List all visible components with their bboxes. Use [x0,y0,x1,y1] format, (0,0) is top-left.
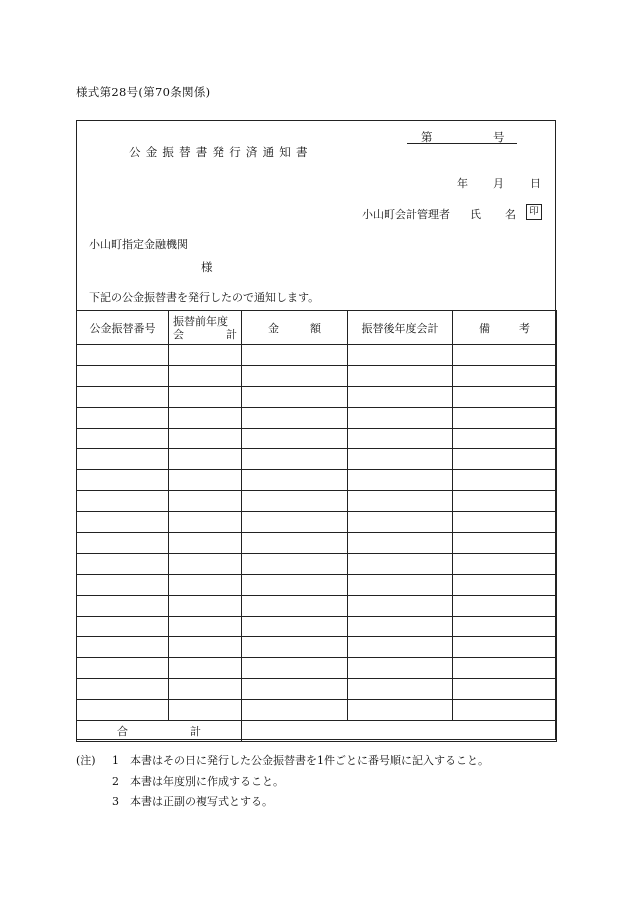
cell-prior-year-account[interactable] [169,700,242,721]
header-post-year-account: 振替後年度会計 [348,311,453,345]
cell-prior-year-account[interactable] [169,407,242,428]
cell-prior-year-account[interactable] [169,365,242,386]
number-suffix: 号 [493,130,505,144]
document-title: 公金振替書発行済通知書 [129,145,313,159]
cell-amount[interactable] [242,491,348,512]
cell-remarks[interactable] [453,553,557,574]
table-row [77,553,557,574]
cell-post-year-account[interactable] [348,512,453,533]
cell-prior-year-account[interactable] [169,679,242,700]
notice-form-frame [76,120,556,740]
table-row [77,365,557,386]
cell-transfer-number[interactable] [77,386,169,407]
cell-prior-year-account[interactable] [169,470,242,491]
table-row [77,407,557,428]
cell-post-year-account[interactable] [348,679,453,700]
cell-transfer-number[interactable] [77,595,169,616]
cell-remarks[interactable] [453,595,557,616]
cell-amount[interactable] [242,512,348,533]
cell-transfer-number[interactable] [77,428,169,449]
cell-transfer-number[interactable] [77,407,169,428]
table-header-row [77,311,557,345]
table-row [77,512,557,533]
cell-amount[interactable] [242,533,348,554]
notes-mark: (注) [76,754,96,767]
cell-amount[interactable] [242,386,348,407]
signer-name-label-2: 名 [505,208,516,221]
header-transfer-number: 公金振替番号 [77,311,169,345]
cell-post-year-account[interactable] [348,700,453,721]
cell-transfer-number[interactable] [77,700,169,721]
cell-prior-year-account[interactable] [169,574,242,595]
cell-remarks[interactable] [453,365,557,386]
cell-amount[interactable] [242,553,348,574]
cell-post-year-account[interactable] [348,658,453,679]
cell-post-year-account[interactable] [348,365,453,386]
cell-remarks[interactable] [453,512,557,533]
cell-prior-year-account[interactable] [169,491,242,512]
cell-remarks[interactable] [453,658,557,679]
notice-text: 下記の公金振替書を発行したので通知します。 [89,291,320,304]
total-label: 合 計 [77,721,242,742]
cell-remarks[interactable] [453,574,557,595]
table-row [77,449,557,470]
cell-amount[interactable] [242,595,348,616]
cell-prior-year-account[interactable] [169,533,242,554]
cell-prior-year-account[interactable] [169,658,242,679]
note-text: 本書はその日に発行した公金振替書を1件ごとに番号順に記入すること。 [130,754,489,767]
cell-post-year-account[interactable] [348,637,453,658]
cell-transfer-number[interactable] [77,365,169,386]
header-remarks: 備 考 [453,311,557,345]
cell-amount[interactable] [242,449,348,470]
note-number: 3 [112,795,119,808]
signer-line [362,206,539,222]
cell-prior-year-account[interactable] [169,553,242,574]
cell-post-year-account[interactable] [348,574,453,595]
cell-amount[interactable] [242,428,348,449]
cell-post-year-account[interactable] [348,533,453,554]
cell-amount[interactable] [242,700,348,721]
table-row [77,386,557,407]
cell-remarks[interactable] [453,616,557,637]
cell-transfer-number[interactable] [77,512,169,533]
cell-remarks[interactable] [453,345,557,366]
table-row [77,658,557,679]
cell-prior-year-account[interactable] [169,449,242,470]
cell-remarks[interactable] [453,470,557,491]
total-row [77,721,557,742]
cell-remarks[interactable] [453,679,557,700]
table-row [77,595,557,616]
cell-amount[interactable] [242,574,348,595]
honorific: 様 [201,260,213,274]
cell-transfer-number[interactable] [77,616,169,637]
cell-amount[interactable] [242,658,348,679]
table-row [77,345,557,366]
note-text: 本書は年度別に作成すること。 [130,774,284,788]
cell-prior-year-account[interactable] [169,637,242,658]
cell-transfer-number[interactable] [77,449,169,470]
table-row [77,616,557,637]
cell-transfer-number[interactable] [77,470,169,491]
cell-post-year-account[interactable] [348,345,453,366]
table-row [77,428,557,449]
cell-amount[interactable] [242,616,348,637]
signer-name-label-1: 氏 [470,208,481,221]
signer-office: 小山町会計管理者 [362,208,450,221]
note-text: 本書は正副の複写式とする。 [130,795,273,808]
table-row [77,700,557,721]
cell-amount[interactable] [242,345,348,366]
number-prefix: 第 [421,130,433,144]
cell-post-year-account[interactable] [348,449,453,470]
cell-prior-year-account[interactable] [169,428,242,449]
addressee: 小山町指定金融機関 [89,238,188,251]
cell-transfer-number[interactable] [77,553,169,574]
total-value[interactable] [242,721,557,742]
table-row [77,470,557,491]
cell-remarks[interactable] [453,407,557,428]
cell-amount[interactable] [242,365,348,386]
cell-remarks[interactable] [453,449,557,470]
cell-remarks[interactable] [453,491,557,512]
cell-remarks[interactable] [453,386,557,407]
cell-post-year-account[interactable] [348,407,453,428]
date-month-label: 月 [493,177,504,190]
cell-post-year-account[interactable] [348,386,453,407]
cell-amount[interactable] [242,470,348,491]
table-row [77,679,557,700]
cell-remarks[interactable] [453,428,557,449]
date-year-label: 年 [457,177,468,190]
cell-prior-year-account[interactable] [169,386,242,407]
form-reference: 様式第28号(第70条関係) [76,85,211,99]
cell-amount[interactable] [242,637,348,658]
cell-post-year-account[interactable] [348,428,453,449]
table-row [77,491,557,512]
cell-transfer-number[interactable] [77,679,169,700]
cell-transfer-number[interactable] [77,533,169,554]
cell-post-year-account[interactable] [348,595,453,616]
cell-prior-year-account[interactable] [169,595,242,616]
cell-amount[interactable] [242,679,348,700]
seal-mark: 印 [526,204,542,220]
cell-transfer-number[interactable] [77,491,169,512]
cell-post-year-account[interactable] [348,491,453,512]
cell-prior-year-account[interactable] [169,616,242,637]
transfer-table [76,310,557,742]
header-amount: 金 額 [242,311,348,345]
cell-transfer-number[interactable] [77,658,169,679]
cell-transfer-number[interactable] [77,574,169,595]
cell-transfer-number[interactable] [77,637,169,658]
document-number-line[interactable] [407,129,517,144]
note-number: 1 [112,754,119,767]
cell-prior-year-account[interactable] [169,512,242,533]
cell-post-year-account[interactable] [348,553,453,574]
cell-prior-year-account[interactable] [169,345,242,366]
note-number: 2 [112,774,119,788]
cell-transfer-number[interactable] [77,345,169,366]
cell-remarks[interactable] [453,637,557,658]
cell-remarks[interactable] [453,533,557,554]
table-row [77,574,557,595]
table-row [77,533,557,554]
cell-amount[interactable] [242,407,348,428]
header-prior-year-account: 振替前年度 会 計 [169,311,242,345]
cell-post-year-account[interactable] [348,616,453,637]
cell-post-year-account[interactable] [348,470,453,491]
table-row [77,637,557,658]
cell-remarks[interactable] [453,700,557,721]
date-day-label: 日 [530,177,541,190]
